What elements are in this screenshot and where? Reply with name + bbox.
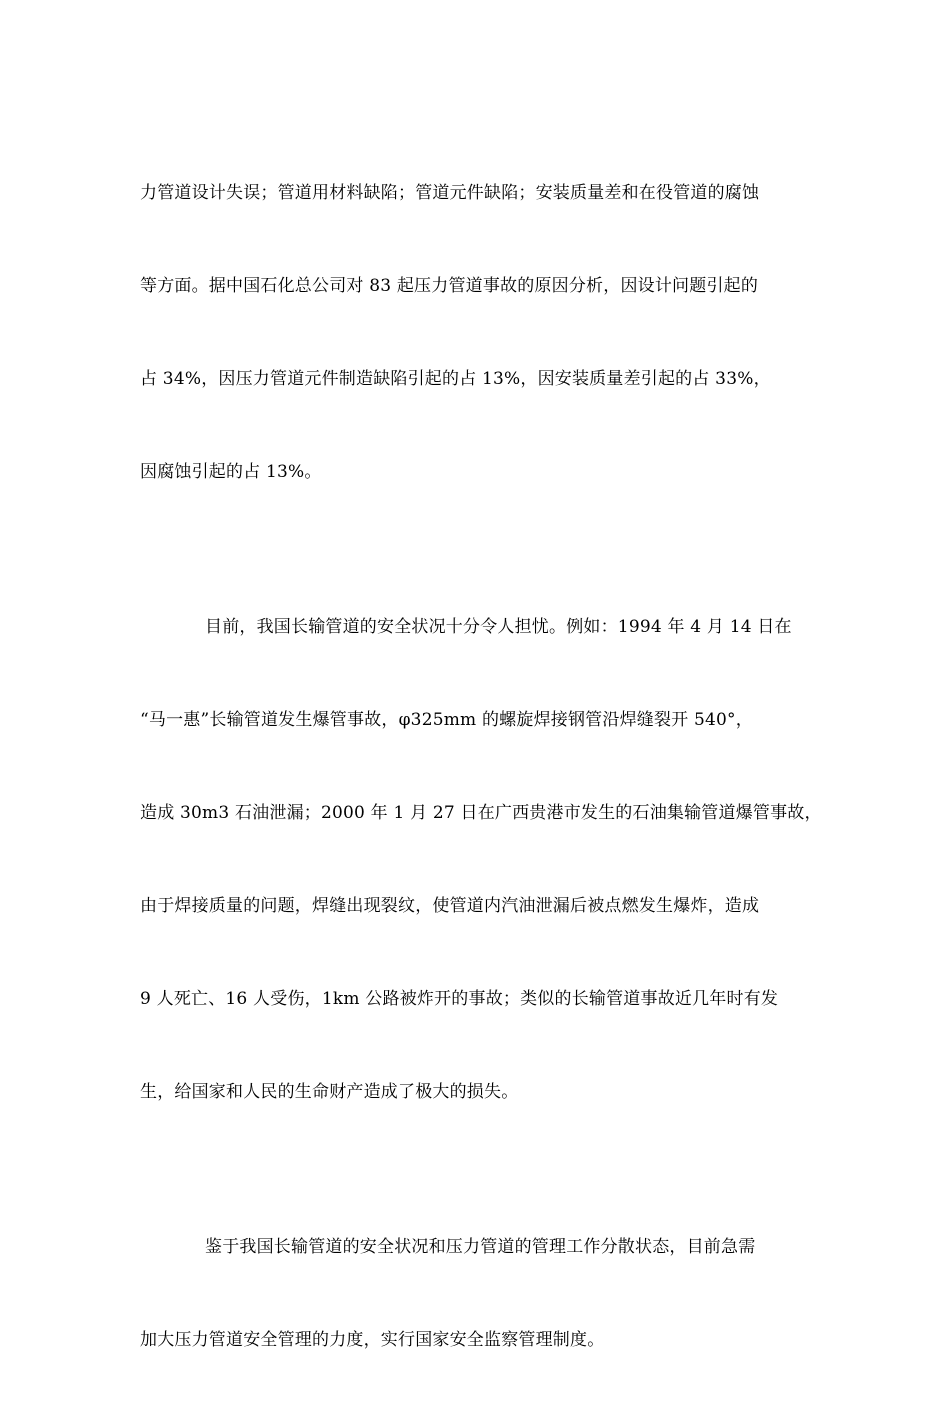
text-line: 力管道设计失误；管道用材料缺陷；管道元件缺陷；安装质量差和在役管道的腐蚀	[140, 183, 760, 203]
paragraph-supervision-recommendation	[140, 1170, 830, 1418]
text-line: 因腐蚀引起的占 13%。	[140, 462, 322, 482]
paragraph-failure-causes	[140, 116, 830, 550]
text-line: 加大压力管道安全管理的力度，实行国家安全监察管理制度。	[140, 1330, 605, 1350]
text-line: 目前，我国长输管道的安全状况十分令人担忧。例如：1994 年 4 月 14 日在	[205, 617, 792, 637]
text-line: 由于焊接质量的问题，焊缝出现裂纹，使管道内汽油泄漏后被点燃发生爆炸，造成	[140, 896, 760, 916]
text-line: 9 人死亡、16 人受伤，1km 公路被炸开的事故；类似的长输管道事故近几年时有发	[140, 989, 779, 1009]
text-line: 等方面。据中国石化总公司对 83 起压力管道事故的原因分析，因设计问题引起的	[140, 276, 759, 296]
text-line: “马一惠”长输管道发生爆管事故，φ325mm 的螺旋焊接钢管沿焊缝裂开 540°，	[140, 710, 753, 730]
text-line: 鉴于我国长输管道的安全状况和压力管道的管理工作分散状态，目前急需	[205, 1237, 756, 1257]
text-line: 占 34%，因压力管道元件制造缺陷引起的占 13%，因安装质量差引起的占 33%，	[140, 369, 771, 389]
document-body	[140, 116, 830, 1418]
text-line: 生，给国家和人民的生命财产造成了极大的损失。	[140, 1082, 519, 1102]
paragraph-pipeline-accidents	[140, 550, 830, 1170]
text-line: 造成 30m3 石油泄漏；2000 年 1 月 27 日在广西贵港市发生的石油集输管道爆管事故，	[140, 803, 822, 823]
